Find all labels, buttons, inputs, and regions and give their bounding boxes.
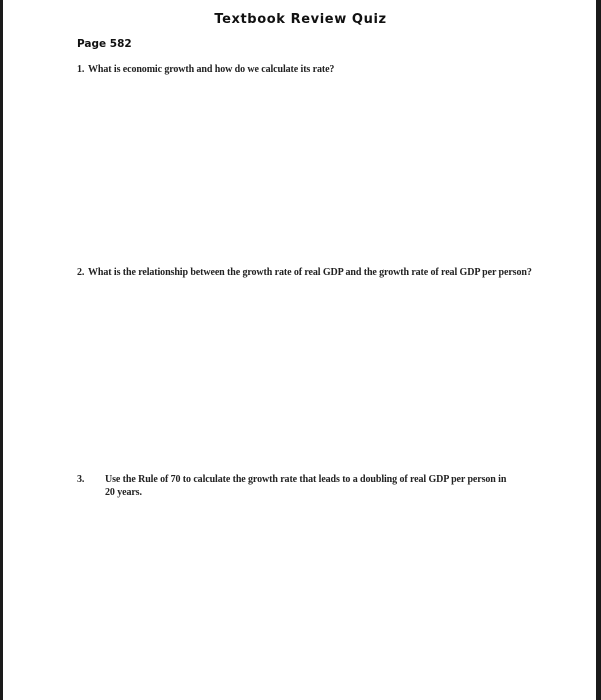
question-number: 1. [77, 64, 85, 75]
question-text: What is economic growth and how do we calculate its rate? [88, 64, 335, 75]
question-number: 2. [77, 267, 85, 278]
question-text: What is the relationship between the growth rate of real GDP and the growth rate of real GDP per person? [88, 267, 532, 278]
page-right-edge [596, 0, 601, 700]
question-text: Use the Rule of 70 to calculate the growth rate that leads to a doubling of real GDP per person in 20 years. [105, 474, 507, 498]
question-number: 3. [77, 474, 85, 485]
document-title: Textbook Review Quiz [214, 12, 387, 27]
page-left-edge [0, 0, 3, 700]
page-number-label: Page 582 [77, 38, 132, 50]
